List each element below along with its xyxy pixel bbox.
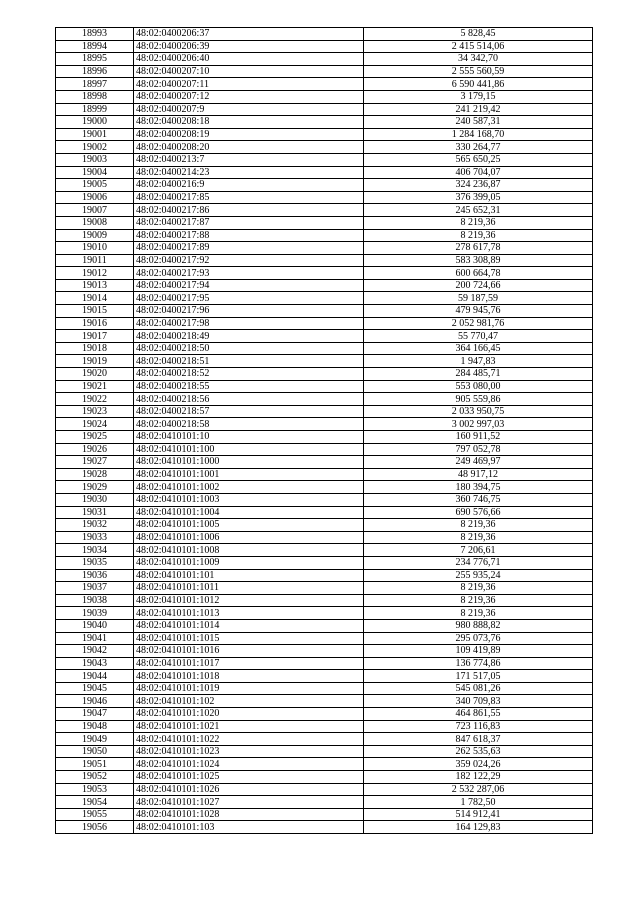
value-cell: 55 770,47 xyxy=(364,330,593,343)
row-number-cell: 19009 xyxy=(56,229,134,242)
value-cell: 514 912,41 xyxy=(364,808,593,821)
cadastral-number-cell: 48:02:0400207:12 xyxy=(134,90,364,103)
table-row xyxy=(56,519,593,532)
value-cell: 240 587,31 xyxy=(364,116,593,129)
row-number-cell: 19016 xyxy=(56,317,134,330)
cadastral-number-cell: 48:02:0410101:1002 xyxy=(134,481,364,494)
cadastral-number-cell: 48:02:0410101:1012 xyxy=(134,594,364,607)
table-row xyxy=(56,254,593,267)
cadastral-number-cell: 48:02:0410101:1011 xyxy=(134,582,364,595)
value-cell: 6 590 441,86 xyxy=(364,78,593,91)
table-row xyxy=(56,670,593,683)
value-cell: 376 399,05 xyxy=(364,191,593,204)
row-number-cell: 19041 xyxy=(56,632,134,645)
cadastral-number-cell: 48:02:0410101:100 xyxy=(134,443,364,456)
row-number-cell: 19000 xyxy=(56,116,134,129)
value-cell: 8 219,36 xyxy=(364,229,593,242)
value-cell: 2 555 560,59 xyxy=(364,65,593,78)
cadastral-number-cell: 48:02:0410101:1001 xyxy=(134,468,364,481)
value-cell: 2 532 287,06 xyxy=(364,783,593,796)
table-row xyxy=(56,166,593,179)
row-number-cell: 19045 xyxy=(56,682,134,695)
table-row xyxy=(56,431,593,444)
row-number-cell: 19018 xyxy=(56,342,134,355)
value-cell: 234 776,71 xyxy=(364,556,593,569)
row-number-cell: 19021 xyxy=(56,380,134,393)
value-cell: 464 861,55 xyxy=(364,708,593,721)
table-row xyxy=(56,821,593,834)
table-row xyxy=(56,418,593,431)
cadastral-number-cell: 48:02:0410101:1024 xyxy=(134,758,364,771)
value-cell: 200 724,66 xyxy=(364,279,593,292)
cadastral-number-cell: 48:02:0410101:1020 xyxy=(134,708,364,721)
row-number-cell: 19051 xyxy=(56,758,134,771)
cadastral-number-cell: 48:02:0400206:40 xyxy=(134,53,364,66)
table-row xyxy=(56,569,593,582)
row-number-cell: 19043 xyxy=(56,657,134,670)
table-row xyxy=(56,695,593,708)
cadastral-number-cell: 48:02:0400208:18 xyxy=(134,116,364,129)
value-cell: 262 535,63 xyxy=(364,745,593,758)
value-cell: 284 485,71 xyxy=(364,368,593,381)
cadastral-number-cell: 48:02:0410101:1019 xyxy=(134,682,364,695)
cadastral-number-cell: 48:02:0400217:98 xyxy=(134,317,364,330)
table-row xyxy=(56,355,593,368)
table-row xyxy=(56,582,593,595)
row-number-cell: 19010 xyxy=(56,242,134,255)
cadastral-number-cell: 48:02:0410101:1028 xyxy=(134,808,364,821)
row-number-cell: 19007 xyxy=(56,204,134,217)
row-number-cell: 19008 xyxy=(56,216,134,229)
row-number-cell: 19034 xyxy=(56,544,134,557)
table-row xyxy=(56,292,593,305)
value-cell: 1 284 168,70 xyxy=(364,128,593,141)
row-number-cell: 19052 xyxy=(56,771,134,784)
row-number-cell: 19019 xyxy=(56,355,134,368)
row-number-cell: 19029 xyxy=(56,481,134,494)
row-number-cell: 19055 xyxy=(56,808,134,821)
row-number-cell: 19048 xyxy=(56,720,134,733)
cadastral-number-cell: 48:02:0410101:1018 xyxy=(134,670,364,683)
table-row xyxy=(56,141,593,154)
value-cell: 8 219,36 xyxy=(364,531,593,544)
cadastral-number-cell: 48:02:0400208:20 xyxy=(134,141,364,154)
value-cell: 8 219,36 xyxy=(364,607,593,620)
cadastral-number-cell: 48:02:0410101:101 xyxy=(134,569,364,582)
cadastral-number-cell: 48:02:0400217:85 xyxy=(134,191,364,204)
value-cell: 545 081,26 xyxy=(364,682,593,695)
cadastral-number-cell: 48:02:0410101:1004 xyxy=(134,506,364,519)
value-cell: 847 618,37 xyxy=(364,733,593,746)
cadastral-number-cell: 48:02:0410101:10 xyxy=(134,431,364,444)
value-cell: 241 219,42 xyxy=(364,103,593,116)
cadastral-number-cell: 48:02:0400218:56 xyxy=(134,393,364,406)
row-number-cell: 19038 xyxy=(56,594,134,607)
cadastral-number-cell: 48:02:0410101:1000 xyxy=(134,456,364,469)
value-cell: 330 264,77 xyxy=(364,141,593,154)
value-cell: 249 469,97 xyxy=(364,456,593,469)
table-row xyxy=(56,65,593,78)
row-number-cell: 19044 xyxy=(56,670,134,683)
table-row xyxy=(56,53,593,66)
row-number-cell: 19053 xyxy=(56,783,134,796)
row-number-cell: 19022 xyxy=(56,393,134,406)
cadastral-number-cell: 48:02:0400207:9 xyxy=(134,103,364,116)
table-row xyxy=(56,153,593,166)
row-number-cell: 19005 xyxy=(56,179,134,192)
cadastral-number-cell: 48:02:0410101:1008 xyxy=(134,544,364,557)
row-number-cell: 19002 xyxy=(56,141,134,154)
cadastral-number-cell: 48:02:0400206:37 xyxy=(134,28,364,41)
value-cell: 160 911,52 xyxy=(364,431,593,444)
row-number-cell: 18999 xyxy=(56,103,134,116)
row-number-cell: 19017 xyxy=(56,330,134,343)
cadastral-number-cell: 48:02:0400218:55 xyxy=(134,380,364,393)
value-cell: 583 308,89 xyxy=(364,254,593,267)
cadastral-number-cell: 48:02:0400207:10 xyxy=(134,65,364,78)
table-row xyxy=(56,279,593,292)
table-row xyxy=(56,317,593,330)
row-number-cell: 18993 xyxy=(56,28,134,41)
value-cell: 723 116,83 xyxy=(364,720,593,733)
row-number-cell: 19037 xyxy=(56,582,134,595)
value-cell: 905 559,86 xyxy=(364,393,593,406)
value-cell: 2 033 950,75 xyxy=(364,405,593,418)
table-row xyxy=(56,745,593,758)
table-row xyxy=(56,771,593,784)
value-cell: 59 187,59 xyxy=(364,292,593,305)
table-row xyxy=(56,594,593,607)
table-row xyxy=(56,544,593,557)
table-row xyxy=(56,305,593,318)
table-row xyxy=(56,682,593,695)
table-row xyxy=(56,179,593,192)
value-cell: 295 073,76 xyxy=(364,632,593,645)
row-number-cell: 19032 xyxy=(56,519,134,532)
row-number-cell: 19033 xyxy=(56,531,134,544)
value-cell: 2 052 981,76 xyxy=(364,317,593,330)
table-row xyxy=(56,645,593,658)
row-number-cell: 19031 xyxy=(56,506,134,519)
table-row xyxy=(56,405,593,418)
table-row xyxy=(56,267,593,280)
value-cell: 8 219,36 xyxy=(364,582,593,595)
value-cell: 980 888,82 xyxy=(364,619,593,632)
row-number-cell: 18997 xyxy=(56,78,134,91)
value-cell: 136 774,86 xyxy=(364,657,593,670)
value-cell: 565 650,25 xyxy=(364,153,593,166)
cadastral-number-cell: 48:02:0410101:1027 xyxy=(134,796,364,809)
row-number-cell: 19015 xyxy=(56,305,134,318)
row-number-cell: 19004 xyxy=(56,166,134,179)
row-number-cell: 19050 xyxy=(56,745,134,758)
row-number-cell: 19001 xyxy=(56,128,134,141)
cadastral-number-cell: 48:02:0400214:23 xyxy=(134,166,364,179)
table-row xyxy=(56,808,593,821)
value-cell: 171 517,05 xyxy=(364,670,593,683)
cadastral-number-cell: 48:02:0400208:19 xyxy=(134,128,364,141)
value-cell: 8 219,36 xyxy=(364,594,593,607)
value-cell: 600 664,78 xyxy=(364,267,593,280)
row-number-cell: 18998 xyxy=(56,90,134,103)
value-cell: 479 945,76 xyxy=(364,305,593,318)
table-row xyxy=(56,342,593,355)
row-number-cell: 19003 xyxy=(56,153,134,166)
cadastral-number-cell: 48:02:0410101:1017 xyxy=(134,657,364,670)
row-number-cell: 19035 xyxy=(56,556,134,569)
cadastral-number-cell: 48:02:0410101:103 xyxy=(134,821,364,834)
cadastral-number-cell: 48:02:0410101:1006 xyxy=(134,531,364,544)
cadastral-number-cell: 48:02:0410101:1023 xyxy=(134,745,364,758)
row-number-cell: 19027 xyxy=(56,456,134,469)
row-number-cell: 19039 xyxy=(56,607,134,620)
table-row xyxy=(56,28,593,41)
row-number-cell: 19028 xyxy=(56,468,134,481)
value-cell: 2 415 514,06 xyxy=(364,40,593,53)
value-cell: 278 617,78 xyxy=(364,242,593,255)
row-number-cell: 19020 xyxy=(56,368,134,381)
cadastral-number-cell: 48:02:0400217:87 xyxy=(134,216,364,229)
cadastral-number-cell: 48:02:0410101:1014 xyxy=(134,619,364,632)
cadastral-number-cell: 48:02:0410101:1025 xyxy=(134,771,364,784)
cadastral-number-cell: 48:02:0400207:11 xyxy=(134,78,364,91)
cadastral-number-cell: 48:02:0400218:49 xyxy=(134,330,364,343)
cadastral-number-cell: 48:02:0400218:57 xyxy=(134,405,364,418)
value-cell: 553 080,00 xyxy=(364,380,593,393)
table-row xyxy=(56,657,593,670)
row-number-cell: 18994 xyxy=(56,40,134,53)
cadastral-value-table xyxy=(55,27,593,834)
value-cell: 245 652,31 xyxy=(364,204,593,217)
cadastral-number-cell: 48:02:0410101:1003 xyxy=(134,493,364,506)
value-cell: 324 236,87 xyxy=(364,179,593,192)
row-number-cell: 18996 xyxy=(56,65,134,78)
row-number-cell: 19056 xyxy=(56,821,134,834)
row-number-cell: 19012 xyxy=(56,267,134,280)
value-cell: 109 419,89 xyxy=(364,645,593,658)
table-row xyxy=(56,506,593,519)
cadastral-number-cell: 48:02:0400217:92 xyxy=(134,254,364,267)
value-cell: 34 342,70 xyxy=(364,53,593,66)
table-row xyxy=(56,204,593,217)
row-number-cell: 18995 xyxy=(56,53,134,66)
cadastral-number-cell: 48:02:0400218:51 xyxy=(134,355,364,368)
table-row xyxy=(56,607,593,620)
table-row xyxy=(56,128,593,141)
cadastral-number-cell: 48:02:0410101:1022 xyxy=(134,733,364,746)
row-number-cell: 19006 xyxy=(56,191,134,204)
table-row xyxy=(56,708,593,721)
table-row xyxy=(56,720,593,733)
value-cell: 1 782,50 xyxy=(364,796,593,809)
table-row xyxy=(56,619,593,632)
table-row xyxy=(56,330,593,343)
row-number-cell: 19030 xyxy=(56,493,134,506)
value-cell: 406 704,07 xyxy=(364,166,593,179)
row-number-cell: 19042 xyxy=(56,645,134,658)
value-cell: 690 576,66 xyxy=(364,506,593,519)
cadastral-number-cell: 48:02:0410101:1021 xyxy=(134,720,364,733)
table-row xyxy=(56,733,593,746)
table-row xyxy=(56,632,593,645)
cadastral-number-cell: 48:02:0400216:9 xyxy=(134,179,364,192)
table-row xyxy=(56,531,593,544)
table-row xyxy=(56,393,593,406)
value-cell: 359 024,26 xyxy=(364,758,593,771)
table-body xyxy=(56,28,593,834)
value-cell: 5 828,45 xyxy=(364,28,593,41)
cadastral-number-cell: 48:02:0400217:96 xyxy=(134,305,364,318)
value-cell: 164 129,83 xyxy=(364,821,593,834)
table-row xyxy=(56,242,593,255)
row-number-cell: 19011 xyxy=(56,254,134,267)
table-row xyxy=(56,368,593,381)
cadastral-number-cell: 48:02:0400217:94 xyxy=(134,279,364,292)
cadastral-number-cell: 48:02:0400218:58 xyxy=(134,418,364,431)
value-cell: 340 709,83 xyxy=(364,695,593,708)
value-cell: 182 122,29 xyxy=(364,771,593,784)
row-number-cell: 19023 xyxy=(56,405,134,418)
table-row xyxy=(56,229,593,242)
table-row xyxy=(56,90,593,103)
cadastral-number-cell: 48:02:0410101:1015 xyxy=(134,632,364,645)
value-cell: 48 917,12 xyxy=(364,468,593,481)
cadastral-number-cell: 48:02:0400217:88 xyxy=(134,229,364,242)
cadastral-number-cell: 48:02:0400217:93 xyxy=(134,267,364,280)
value-cell: 8 219,36 xyxy=(364,519,593,532)
cadastral-number-cell: 48:02:0410101:1005 xyxy=(134,519,364,532)
table-row xyxy=(56,380,593,393)
row-number-cell: 19047 xyxy=(56,708,134,721)
table-row xyxy=(56,783,593,796)
value-cell: 797 052,78 xyxy=(364,443,593,456)
table-row xyxy=(56,468,593,481)
row-number-cell: 19024 xyxy=(56,418,134,431)
cadastral-number-cell: 48:02:0400217:86 xyxy=(134,204,364,217)
table-row xyxy=(56,481,593,494)
table-row xyxy=(56,103,593,116)
value-cell: 360 746,75 xyxy=(364,493,593,506)
cadastral-number-cell: 48:02:0410101:1009 xyxy=(134,556,364,569)
cadastral-number-cell: 48:02:0410101:1016 xyxy=(134,645,364,658)
cadastral-number-cell: 48:02:0400218:50 xyxy=(134,342,364,355)
cadastral-number-cell: 48:02:0400206:39 xyxy=(134,40,364,53)
value-cell: 364 166,45 xyxy=(364,342,593,355)
cadastral-number-cell: 48:02:0400217:95 xyxy=(134,292,364,305)
cadastral-number-cell: 48:02:0410101:102 xyxy=(134,695,364,708)
value-cell: 255 935,24 xyxy=(364,569,593,582)
table-row xyxy=(56,116,593,129)
row-number-cell: 19014 xyxy=(56,292,134,305)
table-row xyxy=(56,796,593,809)
table-row xyxy=(56,216,593,229)
value-cell: 3 179,15 xyxy=(364,90,593,103)
table-row xyxy=(56,493,593,506)
row-number-cell: 19036 xyxy=(56,569,134,582)
table-row xyxy=(56,758,593,771)
value-cell: 7 206,61 xyxy=(364,544,593,557)
cadastral-number-cell: 48:02:0400213:7 xyxy=(134,153,364,166)
table-row xyxy=(56,78,593,91)
cadastral-number-cell: 48:02:0410101:1013 xyxy=(134,607,364,620)
value-cell: 3 002 997,03 xyxy=(364,418,593,431)
row-number-cell: 19040 xyxy=(56,619,134,632)
row-number-cell: 19025 xyxy=(56,431,134,444)
value-cell: 180 394,75 xyxy=(364,481,593,494)
row-number-cell: 19046 xyxy=(56,695,134,708)
table-row xyxy=(56,556,593,569)
row-number-cell: 19054 xyxy=(56,796,134,809)
table-row xyxy=(56,40,593,53)
cadastral-number-cell: 48:02:0400217:89 xyxy=(134,242,364,255)
table-row xyxy=(56,191,593,204)
row-number-cell: 19049 xyxy=(56,733,134,746)
value-cell: 8 219,36 xyxy=(364,216,593,229)
value-cell: 1 947,83 xyxy=(364,355,593,368)
cadastral-number-cell: 48:02:0400218:52 xyxy=(134,368,364,381)
row-number-cell: 19026 xyxy=(56,443,134,456)
cadastral-number-cell: 48:02:0410101:1026 xyxy=(134,783,364,796)
table-row xyxy=(56,443,593,456)
table-row xyxy=(56,456,593,469)
row-number-cell: 19013 xyxy=(56,279,134,292)
